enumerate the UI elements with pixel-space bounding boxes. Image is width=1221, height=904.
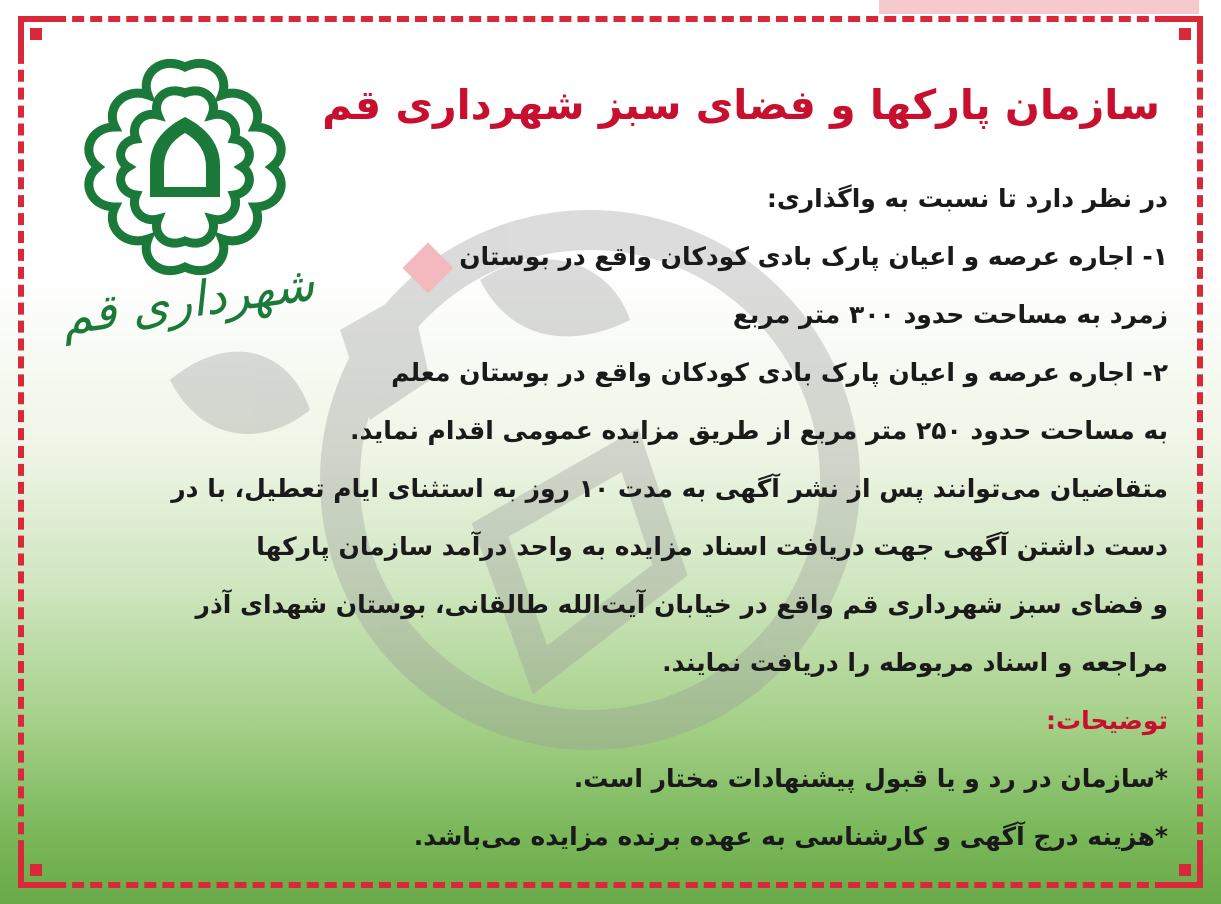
body-line-refer: مراجعه و اسناد مربوطه را دریافت نمایند.: [662, 648, 1168, 677]
body-line-item-1-area: زمرد به مساحت حدود ۳۰۰ متر مربع: [732, 300, 1168, 329]
note-item-2: *هزینه درج آگهی و کارشناسی به عهده برنده مزایده می‌باشد.: [413, 822, 1168, 851]
body-line-applicants: متقاضیان می‌توانند پس از نشر آگهی به مدت ۱۰ روز به استثنای ایام تعطیل، با در: [171, 474, 1168, 503]
corner-ornament-top-left: [18, 16, 60, 58]
logo-text: شهرداری قم: [57, 255, 318, 347]
body-line-item-2: ۲- اجاره عرصه و اعیان پارک بادی کودکان واقع در بوستان معلم: [391, 358, 1168, 387]
notes-heading: توضیحات:: [1046, 706, 1168, 735]
body-line-address: و فضای سبز شهرداری قم واقع در خیابان آیت‌الله طالقانی، بوستان شهدای آذر: [195, 590, 1168, 619]
body-line-item-1: ۱- اجاره عرصه و اعیان پارک بادی کودکان واقع در بوستان: [459, 242, 1168, 271]
note-item-1: *سازمان در رد و یا قبول پیشنهادات مختار است.: [573, 764, 1168, 793]
corner-ornament-top-right: [1161, 16, 1203, 58]
corner-ornament-bottom-left: [18, 846, 60, 888]
body-line-intro: در نظر دارد تا نسبت به واگذاری:: [766, 184, 1168, 213]
body-line-item-2-area: به مساحت حدود ۲۵۰ متر مربع از طریق مزایده عمومی اقدام نماید.: [349, 416, 1168, 445]
top-tab-decoration: [879, 0, 1199, 14]
ad-body: [62, 170, 1168, 866]
body-line-documents: دست داشتن آگهی جهت دریافت اسناد مزایده به واحد درآمد سازمان پارکها: [256, 532, 1168, 561]
ad-title: سازمان پارکها و فضای سبز شهرداری قم: [322, 81, 1160, 129]
